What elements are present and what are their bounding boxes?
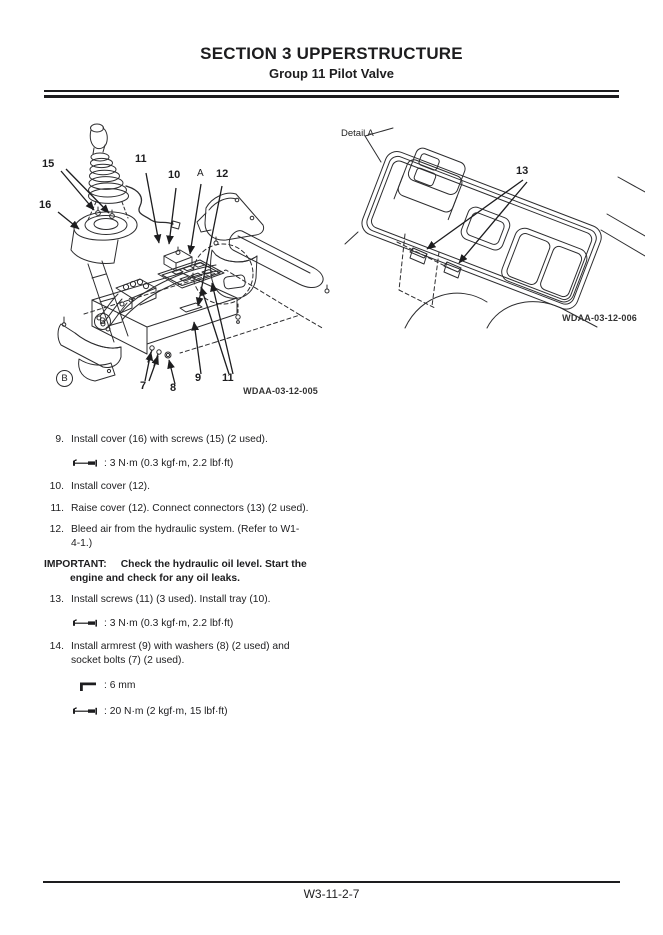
- torque-spec-row: [72, 617, 344, 631]
- step-number: 11.: [50, 502, 64, 514]
- step-9: [44, 433, 344, 447]
- page-title: SECTION 3 UPPERSTRUCTURE: [200, 44, 463, 63]
- callout-15: 15: [42, 158, 55, 170]
- step-text: Bleed air from the hydraulic system. (Refer to W1-: [71, 524, 300, 535]
- step-text: Install screws (11) (3 used). Install tray (10).: [71, 594, 271, 605]
- step-number: 13.: [49, 594, 64, 605]
- step-text: Install cover (16) with screws (15) (2 used).: [71, 434, 268, 445]
- torque-spec-row: [72, 457, 344, 471]
- step-number: 14.: [49, 641, 64, 652]
- step-text: socket bolts (7) (2 used).: [71, 654, 185, 666]
- important-text: engine and check for any oil leaks.: [70, 572, 240, 584]
- step-text: 4-1.): [71, 537, 93, 549]
- torque-wrench-icon: [72, 458, 98, 468]
- step-number: 12.: [49, 524, 64, 535]
- figure-detail-a: [335, 122, 645, 334]
- torque-value: : 20 N·m (2 kgf·m, 15 lbf·ft): [104, 705, 228, 717]
- step-text: Raise cover (12). Connect connectors (13) (2 used).: [71, 502, 309, 514]
- step-10: [44, 480, 344, 494]
- step-text: Install armrest (9) with washers (8) (2 used) and: [71, 641, 290, 652]
- header-rule-thick: [44, 95, 619, 98]
- figure-console-exploded: [30, 118, 330, 403]
- important-text: Check the hydraulic oil level. Start the: [120, 559, 307, 570]
- callout-9: 9: [195, 372, 202, 384]
- detail-a-art: [335, 122, 645, 334]
- step-13: [44, 593, 344, 607]
- header-rule-thin: [44, 90, 619, 92]
- callout-10: 10: [168, 169, 181, 181]
- hex-value: : 6 mm: [104, 680, 136, 691]
- callout-12: 12: [216, 168, 229, 180]
- footer-rule: [43, 881, 620, 883]
- step-text: Install cover (12).: [71, 481, 150, 492]
- group-subtitle: Group 11 Pilot Valve: [269, 66, 394, 81]
- important-note: [44, 558, 344, 585]
- torque-value: : 3 N·m (0.3 kgf·m, 2.2 lbf·ft): [104, 457, 234, 469]
- detail-a-title: Detail A: [341, 128, 374, 139]
- figure-caption-right: WDAA-03-12-006: [562, 313, 637, 323]
- hex-spec-row: [78, 679, 344, 693]
- callout-B-circle-2: B: [56, 370, 73, 387]
- torque-value: : 3 N·m (0.3 kgf·m, 2.2 lbf·ft): [104, 617, 234, 629]
- callout-16: 16: [39, 199, 52, 211]
- callout-8: 8: [170, 382, 177, 394]
- figure-caption-left: WDAA-03-12-005: [243, 386, 318, 396]
- callout-11-top: 11: [135, 153, 147, 165]
- callout-B-circle-1: B: [94, 313, 111, 330]
- page-number: W3-11-2-7: [303, 887, 360, 901]
- step-number: 9.: [55, 434, 64, 445]
- torque-spec-row: [72, 705, 344, 719]
- console-exploded-art: [30, 118, 330, 403]
- callout-13: 13: [516, 165, 529, 177]
- step-12: [44, 523, 344, 550]
- torque-wrench-icon: [72, 618, 98, 628]
- step-number: 10.: [49, 481, 64, 492]
- callout-11-bottom: 11: [222, 372, 234, 384]
- torque-wrench-icon: [72, 706, 98, 716]
- important-label: IMPORTANT:: [44, 559, 107, 570]
- callout-7: 7: [140, 380, 147, 392]
- callout-A: A: [197, 168, 204, 179]
- step-11: [44, 502, 344, 516]
- hex-wrench-icon: [78, 680, 98, 692]
- procedure-steps: [44, 433, 344, 718]
- step-14: [44, 640, 344, 667]
